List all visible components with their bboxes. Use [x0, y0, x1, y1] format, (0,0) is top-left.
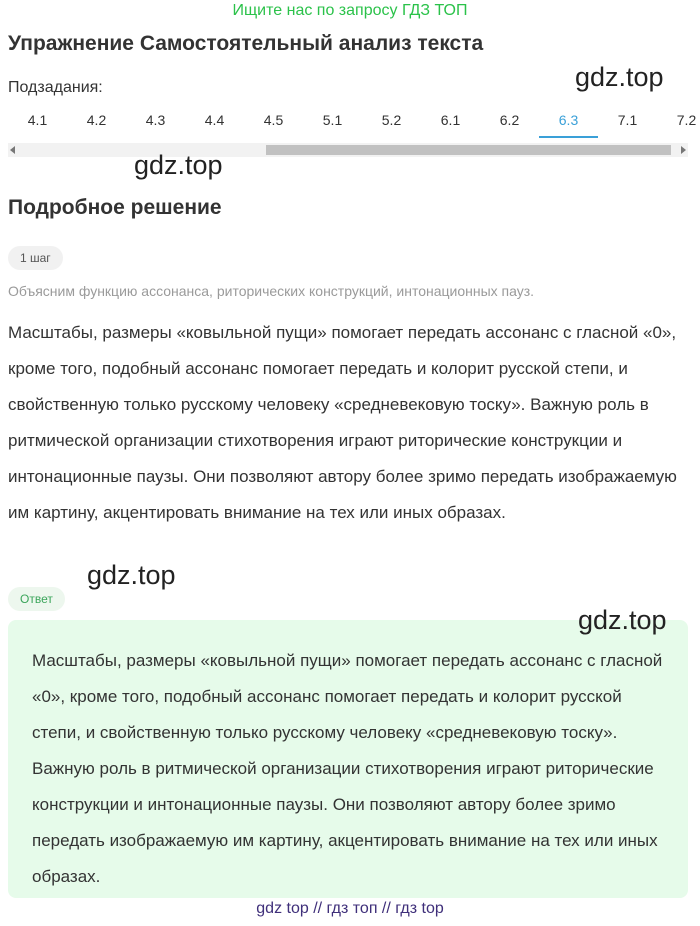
watermark: gdz.top	[134, 150, 223, 180]
promo-link[interactable]: Ищите нас по запросу ГДЗ ТОП	[232, 2, 468, 19]
scrollbar-thumb[interactable]	[266, 145, 671, 155]
tab-4-2[interactable]: 4.2	[86, 112, 107, 128]
tab-6-1[interactable]: 6.1	[440, 112, 461, 128]
subtask-tabs	[8, 104, 697, 144]
tab-6-3[interactable]: 6.3	[539, 104, 598, 138]
tab-4-4[interactable]: 4.4	[204, 112, 225, 128]
step-hint: Объясним функцию ассонанса, риторических конструкций, интонационных пауз.	[8, 283, 535, 299]
tab-4-1[interactable]: 4.1	[27, 112, 48, 128]
watermark: gdz.top	[575, 62, 664, 92]
scroll-right-icon[interactable]	[681, 146, 686, 154]
scroll-left-icon[interactable]	[10, 146, 15, 154]
step-badge: 1 шаг	[8, 246, 63, 270]
watermark: gdz.top	[578, 605, 667, 635]
footer-links[interactable]: gdz top // гдз топ // гдз top	[256, 900, 444, 917]
page-title: Упражнение Самостоятельный анализ текста	[8, 32, 484, 55]
tab-7-2[interactable]: 7.2	[676, 112, 697, 128]
watermark: gdz.top	[87, 560, 176, 590]
tab-7-1[interactable]: 7.1	[617, 112, 638, 128]
answer-badge: Ответ	[8, 587, 65, 611]
solution-text: Масштабы, размеры «ковыльной пущи» помогает передать ассонанс с гласной «0», кроме того, подобный ассонанс помогает передать и колорит русской степи, и свойственную только русскому человеку «средневековую тоску». Важную роль в ритмической организации стихотворения играют риторические конструкции и интонационные паузы. Они позволяют автору более зримо передать изображаемую им картину, акцентировать внимание на тех или иных образах.	[8, 323, 677, 522]
solution-heading: Подробное решение	[8, 196, 222, 219]
tab-5-1[interactable]: 5.1	[322, 112, 343, 128]
tab-5-2[interactable]: 5.2	[381, 112, 402, 128]
horizontal-scrollbar[interactable]	[8, 143, 688, 157]
tab-4-3[interactable]: 4.3	[145, 112, 166, 128]
answer-text: Масштабы, размеры «ковыльной пущи» помогает передать ассонанс с гласной «0», кроме того, подобный ассонанс помогает передать и колорит русской степи, и свойственную только русскому человеку «средневековую тоску». Важную роль в ритмической организации стихотворения играют риторические конструкции и интонационные паузы. Они позволяют автору более зримо передать изображаемую им картину, акцентировать внимание на тех или иных образах.	[32, 651, 663, 886]
tab-4-5[interactable]: 4.5	[263, 112, 284, 128]
tab-6-2[interactable]: 6.2	[499, 112, 520, 128]
subtasks-label: Подзадания:	[8, 79, 103, 96]
